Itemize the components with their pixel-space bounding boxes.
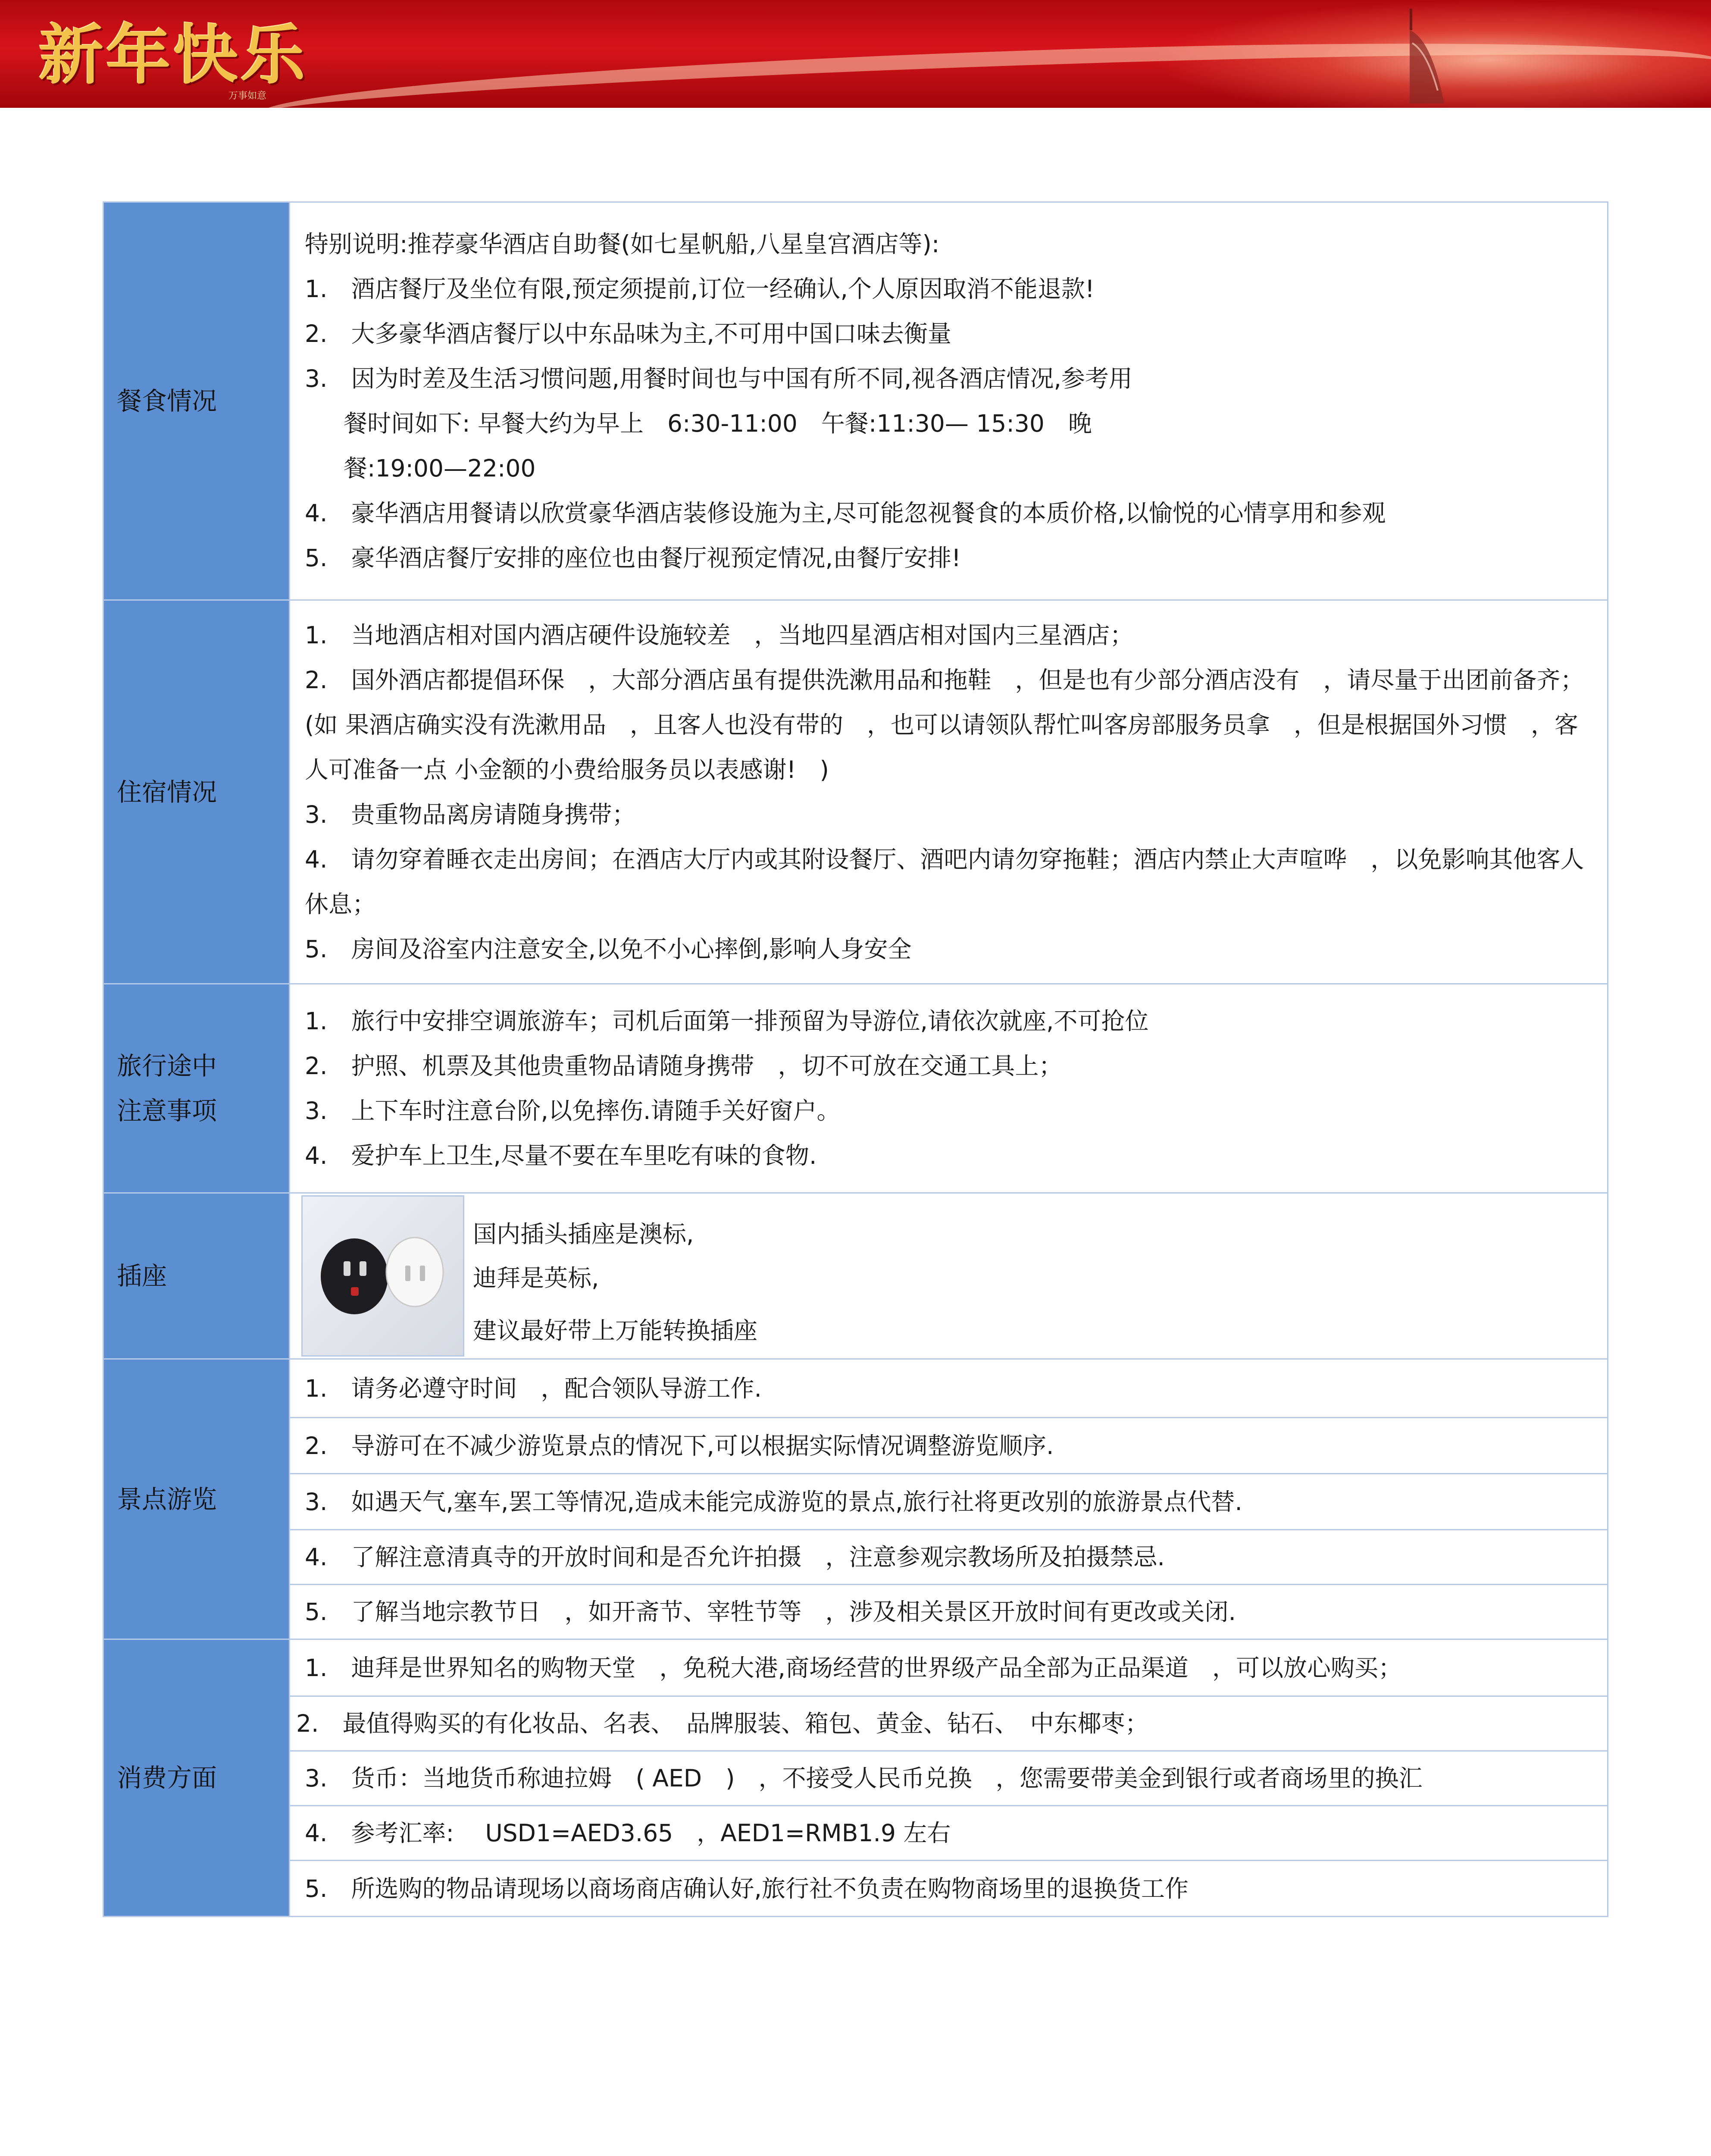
shopping-item: 5. 所选购的物品请现场以商场商店确认好,旅行社不负责在购物商场里的退换货工作	[290, 1861, 1608, 1917]
dining-item: 5. 豪华酒店餐厅安排的座位也由餐厅视预定情况,由餐厅安排!	[305, 544, 961, 572]
category-lodging: 住宿情况	[103, 600, 290, 984]
category-travel-line1: 旅行途中	[117, 1051, 217, 1081]
lodging-item: 5. 房间及浴室内注意安全,以免不小心摔倒,影响人身安全	[305, 935, 912, 963]
dining-item: 1. 酒店餐厅及坐位有限,预定须提前,订位一经确认,个人原因取消不能退款!	[305, 275, 1095, 303]
lodging-item: 2. 国外酒店都提倡环保 ，大部分酒店虽有提供洗漱用品和拖鞋 ，但是也有少部分酒店没有 ，请尽量于出团前备齐； (如 果酒店确实没有洗漱用品 ，且客人也没有带的 ，也可以请领队帮忙叫客房部服务员拿 ，但是根据国外习惯 ，客人可准备一点 小金额的小费给服务员以表感谢! )	[305, 666, 1596, 783]
row-shopping-2	[103, 1696, 1608, 1751]
dining-item: 餐:19:00—22:00	[344, 454, 536, 482]
dining-item: 3. 因为时差及生活习惯问题,用餐时间也与中国有所不同,视各酒店情况,参考用	[305, 365, 1132, 392]
socket-line: 建议最好带上万能转换插座	[473, 1317, 758, 1344]
row-sightseeing-3	[103, 1474, 1608, 1530]
sightseeing-item: 4. 了解注意清真寺的开放时间和是否允许拍摄 ，注意参观宗教场所及拍摄禁忌.	[290, 1530, 1608, 1585]
row-shopping-3	[103, 1751, 1608, 1806]
dining-intro: 特别说明:推荐豪华酒店自助餐(如七星帆船,八星皇宫酒店等):	[305, 230, 940, 258]
content-lodging	[290, 600, 1608, 984]
row-shopping-5	[103, 1861, 1608, 1917]
category-dining: 餐食情况	[103, 202, 290, 600]
travel-item: 4. 爱护车上卫生,尽量不要在车里吃有味的食物.	[305, 1142, 817, 1169]
travel-item: 3. 上下车时注意台阶,以免摔伤.请随手关好窗户。	[305, 1097, 841, 1125]
row-sightseeing-4	[103, 1530, 1608, 1585]
category-socket: 插座	[103, 1193, 290, 1359]
category-sightseeing: 景点游览	[103, 1359, 290, 1639]
lodging-item: 3. 贵重物品离房请随身携带；	[305, 800, 636, 828]
sightseeing-item: 2. 导游可在不减少游览景点的情况下,可以根据实际情况调整游览顺序.	[290, 1418, 1608, 1474]
travel-item: 2. 护照、机票及其他贵重物品请随身携带 ，切不可放在交通工具上；	[305, 1052, 1063, 1080]
plug-adapter-icon	[303, 1197, 463, 1355]
content-travel	[290, 984, 1608, 1193]
row-dining	[103, 202, 1608, 600]
shopping-item: 2. 最值得购买的有化妆品、名表、 品牌服装、箱包、黄金、钻石、 中东椰枣；	[290, 1696, 1608, 1751]
sightseeing-item: 1. 请务必遵守时间 ，配合领队导游工作.	[290, 1359, 1608, 1418]
row-sightseeing-2	[103, 1418, 1608, 1474]
category-shopping: 消费方面	[103, 1639, 290, 1917]
content-socket	[290, 1193, 1608, 1359]
row-sightseeing-5	[103, 1585, 1608, 1639]
lodging-item: 4. 请勿穿着睡衣走出房间；在酒店大厅内或其附设餐厅、酒吧内请勿穿拖鞋；酒店内禁止大声喧哗 ，以免影响其他客人 休息；	[305, 845, 1584, 918]
row-travel	[103, 984, 1608, 1193]
dining-item: 4. 豪华酒店用餐请以欣赏豪华酒店装修设施为主,尽可能忽视餐食的本质价格,以愉悦的心情享用和参观	[305, 499, 1386, 527]
category-travel	[103, 984, 290, 1193]
shopping-item: 4. 参考汇率: USD1=AED3.65 ，AED1=RMB1.9 左右	[290, 1806, 1608, 1861]
socket-line: 国内插头插座是澳标,	[473, 1220, 694, 1248]
plug-adapter-image	[301, 1195, 464, 1357]
row-shopping-4	[103, 1806, 1608, 1861]
content-dining	[290, 202, 1608, 600]
dining-item: 2. 大多豪华酒店餐厅以中东品味为主,不可用中国口味去衡量	[305, 320, 951, 348]
sightseeing-item: 3. 如遇天气,塞车,罢工等情况,造成未能完成游览的景点,旅行社将更改别的旅游景点代替.	[290, 1474, 1608, 1530]
dining-item: 餐时间如下: 早餐大约为早上 6:30-11:00 午餐:11:30— 15:30 晚	[344, 410, 1092, 437]
row-sightseeing-1	[103, 1359, 1608, 1418]
header-banner	[0, 0, 1711, 108]
travel-notice-table	[103, 201, 1608, 1917]
lodging-item: 1. 当地酒店相对国内酒店硬件设施较差 ，当地四星酒店相对国内三星酒店；	[305, 621, 1134, 649]
sightseeing-item: 5. 了解当地宗教节日 ，如开斋节、宰牲节等 ，涉及相关景区开放时间有更改或关闭.	[290, 1585, 1608, 1639]
burj-al-arab-icon	[1401, 4, 1453, 103]
row-socket	[103, 1193, 1608, 1359]
shopping-item: 3. 货币：当地货币称迪拉姆 ( AED ) ，不接受人民币兑换 ，您需要带美金到银行或者商场里的换汇	[290, 1751, 1608, 1806]
shopping-item: 1. 迪拜是世界知名的购物天堂 ，免税大港,商场经营的世界级产品全部为正品渠道 ，可以放心购买；	[290, 1639, 1608, 1696]
row-shopping-1	[103, 1639, 1608, 1696]
socket-line: 迪拜是英标,	[473, 1264, 599, 1292]
category-travel-line2: 注意事项	[117, 1096, 217, 1125]
travel-item: 1. 旅行中安排空调旅游车；司机后面第一排预留为导游位,请依次就座,不可抢位	[305, 1007, 1149, 1035]
banner-subtitle: 万事如意	[228, 91, 267, 101]
banner-title: 新年快乐	[39, 17, 308, 93]
row-lodging	[103, 600, 1608, 984]
